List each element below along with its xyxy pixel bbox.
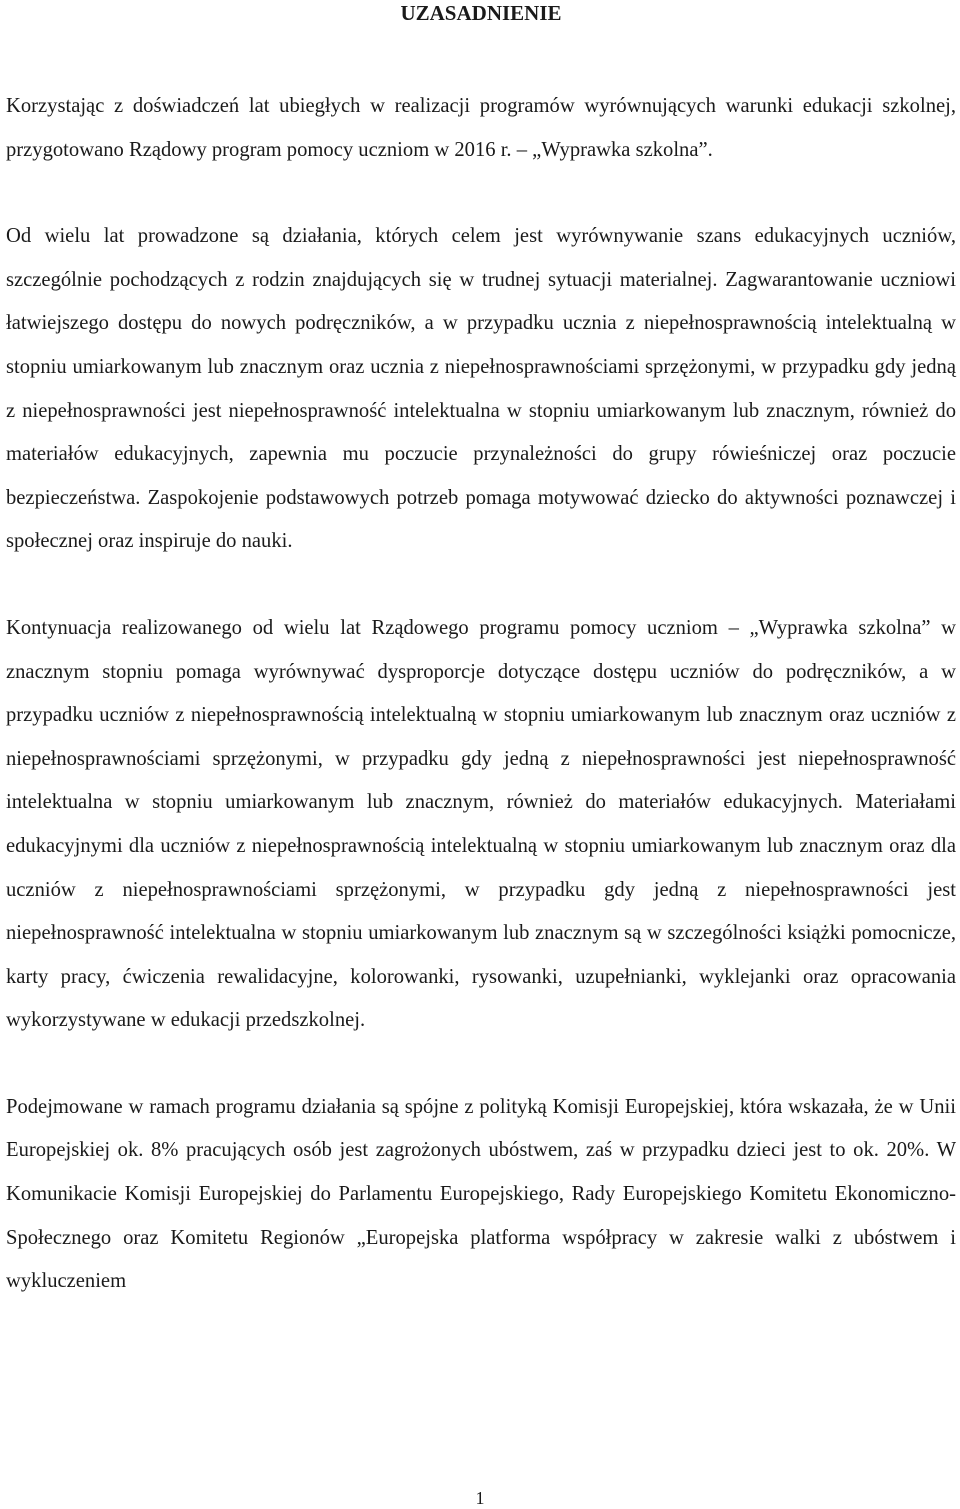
page-number: 1 [475, 1488, 485, 1508]
paragraph-1: Korzystając z doświadczeń lat ubiegłych w realizacji programów wyrównujących warunki edukacji szkolnej, przygotowano Rządowy program pomocy uczniom w 2016 r. – „Wyprawka szkolna”. [6, 95, 956, 161]
paragraph-4: Podejmowane w ramach programu działania są spójne z polityką Komisji Europejskiej, która wskazała, że w Unii Europejskiej ok. 8% pracujących osób jest zagrożonych ubóstwem, zaś w przypadku dzieci jest to ok. 20%. W Komunikacie Komisji Europejskiej do Parlamentu Europejskiego, Rady Europejskiego Komitetu Ekonomiczno-Społecznego oraz Komitetu Regionów „Europejska platforma współpracy w zakresie walki z ubóstwem i wykluczeniem [6, 1095, 956, 1293]
paragraph-2: Od wielu lat prowadzone są działania, których celem jest wyrównywanie szans edukacyjnych uczniów, szczególnie pochodzących z rodzin znajdujących się w trudnej sytuacji materialnej. Zagwarantowanie uczniowi łatwiejszego dostępu do nowych podręczników, a w przypadku ucznia z niepełnosprawnością intelektualną w stopniu umiarkowanym lub znacznym oraz ucznia z niepełnosprawnościami sprzężonymi, w przypadku gdy jedną z niepełnosprawności jest niepełnosprawność intelektualna w stopniu umiarkowanym lub znacznym, również do materiałów edukacyjnych, zapewnia mu poczucie przynależności do grupy rówieśniczej oraz poczucie bezpieczeństwa. Zaspokojenie podstawowych potrzeb pomaga motywować dziecko do aktywności poznawczej i społecznej oraz inspiruje do nauki. [6, 225, 956, 553]
paragraph-3: Kontynuacja realizowanego od wielu lat Rządowego programu pomocy uczniom – „Wyprawka szkolna” w znacznym stopniu pomaga wyrównywać dysproporcje dotyczące dostępu uczniów do podręczników, a w przypadku uczniów z niepełnosprawnością intelektualną w stopniu umiarkowanym lub znacznym oraz uczniów z niepełnosprawnościami sprzężonymi, w przypadku gdy jedną z niepełnosprawności jest niepełnosprawność intelektualna w stopniu umiarkowanym lub znacznym, również do materiałów edukacyjnych. Materiałami edukacyjnymi dla uczniów z niepełnosprawnością intelektualną w stopniu umiarkowanym lub znacznym oraz dla uczniów z niepełnosprawnościami sprzężonymi, w przypadku gdy jedną z niepełnosprawności jest niepełnosprawność intelektualna w stopniu umiarkowanym lub znacznym są w szczególności książki pomocnicze, karty pracy, ćwiczenia rewalidacyjne, kolorowanki, rysowanki, uzupełnianki, wyklejanki oraz opracowania wykorzystywane w edukacji przedszkolnej. [6, 616, 956, 1032]
document-title: UZASADNIENIE [400, 1, 562, 25]
document-page [6, 0, 956, 1304]
